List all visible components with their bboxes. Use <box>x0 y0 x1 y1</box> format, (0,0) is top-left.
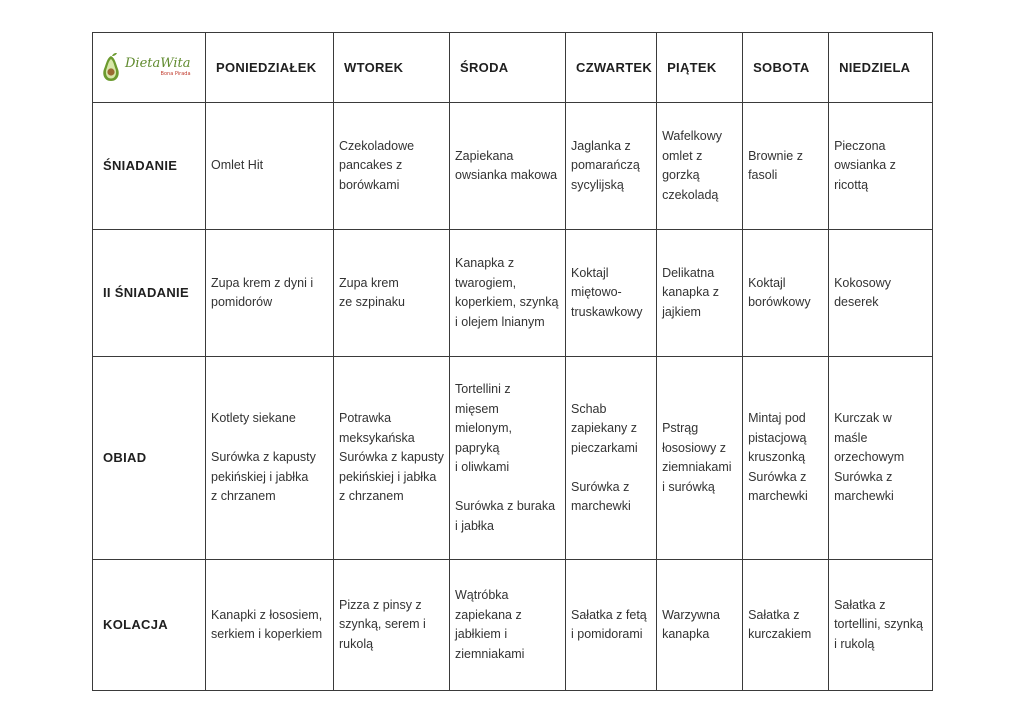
dish-line: Potrawka <box>339 411 392 426</box>
dish-line: Sałatka z <box>748 607 800 622</box>
meal-cell <box>657 230 743 357</box>
dish-line: pieczarkami <box>571 440 638 455</box>
dish-line: Tortellini z <box>455 382 511 396</box>
dish-line: marchewki <box>834 489 894 504</box>
dish-line: rukolą <box>339 636 374 651</box>
dish-line: Surówka z <box>834 469 893 484</box>
blank-line <box>571 458 652 478</box>
dish-line: Koktajl <box>571 265 609 280</box>
dish-line: i olejem lnianym <box>455 314 545 329</box>
dish-line: pancakes z <box>339 158 403 173</box>
meal-label: II ŚNIADANIE <box>93 230 206 357</box>
dish-line: Zupa krem z dyni i <box>211 275 314 290</box>
meal-cell <box>450 560 566 691</box>
meal-cell <box>334 357 450 560</box>
dish-line: miętowo- <box>571 285 622 300</box>
meal-cell <box>657 103 743 230</box>
dish-line: koperkiem, szynką <box>455 295 559 309</box>
dish-line: kanapka <box>662 627 710 641</box>
dish-line: Pizza z pinsy z <box>339 597 422 612</box>
meal-cell <box>829 103 933 230</box>
meal-cell <box>566 103 657 230</box>
dish-line: Kurczak w <box>834 411 892 426</box>
dish-line: Koktajl <box>748 275 786 290</box>
logo-name: DietaWita <box>125 56 191 71</box>
dish-line: ziemniakami <box>662 460 732 474</box>
dish-line: pistacjową <box>748 430 807 445</box>
logo-subtitle: Bona Pirada <box>160 71 191 77</box>
day-tuesday: WTOREK <box>334 33 450 103</box>
dish-line: i pomidorami <box>571 627 643 641</box>
dish-line: pomarańczą <box>571 158 640 173</box>
meal-cell <box>743 230 829 357</box>
meal-cell <box>657 357 743 560</box>
day-friday: PIĄTEK <box>657 33 743 103</box>
meal-cell <box>206 357 334 560</box>
dish-line: mięsem <box>455 401 499 416</box>
meal-cell <box>206 230 334 357</box>
blank-line <box>211 429 329 449</box>
meal-plan-table <box>92 32 933 691</box>
meal-label: OBIAD <box>93 357 206 560</box>
logo-cell <box>93 33 206 103</box>
day-thursday: CZWARTEK <box>566 33 657 103</box>
dish-line: Kanapka z <box>455 256 515 270</box>
meal-label: ŚNIADANIE <box>93 103 206 230</box>
dish-line: sycylijską <box>571 177 624 192</box>
dish-line: z chrzanem <box>211 489 276 504</box>
meal-row-lunch <box>93 357 933 560</box>
meal-cell <box>829 357 933 560</box>
dish-line: papryką <box>455 440 500 455</box>
meal-cell <box>566 230 657 357</box>
dish-line: Schab <box>571 401 607 416</box>
meal-cell <box>657 560 743 691</box>
dish-line: kurczakiem <box>748 627 812 641</box>
dish-line: Surówka z <box>748 469 807 484</box>
dish-line: Surówka z kapusty <box>339 450 444 465</box>
dish-line: i oliwkami <box>455 460 510 474</box>
dish-line: deserek <box>834 295 879 309</box>
dish-line: Wafelkowy <box>662 129 723 143</box>
dish-line: Kotlety siekane <box>211 411 296 426</box>
dish-line: zapiekany z <box>571 421 638 435</box>
dish-line: marchewki <box>571 499 631 513</box>
meal-label: KOLACJA <box>93 560 206 691</box>
dish-line: i rukolą <box>834 636 875 651</box>
dish-line: Zupa krem <box>339 275 399 290</box>
meal-cell <box>743 103 829 230</box>
dish-line: Sałatka z <box>834 597 886 612</box>
meal-cell <box>829 560 933 691</box>
meal-cell <box>566 560 657 691</box>
meal-cell <box>334 560 450 691</box>
dish-line: Mintaj pod <box>748 411 806 426</box>
dish-line: i surówką <box>662 479 715 494</box>
dish-line: Surówka z buraka <box>455 499 556 513</box>
day-wednesday: ŚRODA <box>450 33 566 103</box>
dish-line: Czekoladowe <box>339 138 415 153</box>
meal-cell <box>829 230 933 357</box>
dish-line: ricottą <box>834 177 869 192</box>
blank-line <box>455 478 561 498</box>
day-saturday: SOBOTA <box>743 33 829 103</box>
dish-line: pekińskiej i jabłka <box>339 469 437 484</box>
meal-cell <box>206 103 334 230</box>
meal-cell <box>450 357 566 560</box>
dish-line: z chrzanem <box>339 489 404 504</box>
dish-line: orzechowym <box>834 450 905 465</box>
meal-row-dinner <box>93 560 933 691</box>
day-monday: PONIEDZIAŁEK <box>206 33 334 103</box>
dish-line: truskawkowy <box>571 304 643 319</box>
day-sunday: NIEDZIELA <box>829 33 933 103</box>
dish-line: marchewki <box>748 489 808 504</box>
dish-line: Wątróbka <box>455 588 509 602</box>
meal-cell <box>334 103 450 230</box>
dish-line: owsianka makowa <box>455 168 558 182</box>
avocado-icon <box>100 52 122 84</box>
dish-line: Pstrąg <box>662 421 699 435</box>
dish-line: zapiekana z <box>455 607 522 622</box>
dish-line: Brownie z <box>748 148 803 163</box>
dish-line: owsianka z <box>834 158 896 173</box>
dish-line: borówkami <box>339 177 400 192</box>
dish-line: Kanapki z łososiem, <box>211 607 323 622</box>
dish-line: tortellini, szynką <box>834 617 923 632</box>
meal-cell <box>566 357 657 560</box>
dish-line: Pieczona <box>834 138 886 153</box>
dish-line: maśle <box>834 430 868 445</box>
dish-line: ziemniakami <box>455 646 525 661</box>
dish-line: pomidorów <box>211 295 273 309</box>
dish-line: Zapiekana <box>455 148 514 163</box>
meal-cell <box>334 230 450 357</box>
dish-line: Kokosowy <box>834 275 892 290</box>
meal-cell <box>450 230 566 357</box>
dish-line: jajkiem <box>662 304 701 319</box>
meal-cell <box>743 560 829 691</box>
dish-line: Surówka z <box>571 479 630 494</box>
dish-line: Sałatka z fetą <box>571 607 647 622</box>
dish-line: Warzywna <box>662 607 720 622</box>
dish-line: Omlet Hit <box>211 158 264 173</box>
meal-row-breakfast <box>93 103 933 230</box>
header-row <box>93 33 933 103</box>
dish-line: ze szpinaku <box>339 295 406 309</box>
dish-line: szynką, serem i <box>339 617 426 632</box>
dish-line: meksykańska <box>339 430 415 445</box>
dish-line: Delikatna <box>662 265 715 280</box>
meal-cell <box>206 560 334 691</box>
dish-line: serkiem i koperkiem <box>211 627 323 641</box>
dish-line: omlet z <box>662 148 703 163</box>
dish-line: fasoli <box>748 168 778 182</box>
meal-row-second-breakfast <box>93 230 933 357</box>
dish-line: twarogiem, <box>455 275 517 290</box>
dish-line: Jaglanka z <box>571 138 631 153</box>
meal-cell <box>450 103 566 230</box>
meal-cell <box>743 357 829 560</box>
logo <box>98 52 201 84</box>
dish-line: kruszonką <box>748 450 806 465</box>
dish-line: kanapka z <box>662 285 720 300</box>
dish-line: mielonym, <box>455 421 512 435</box>
dish-line: Surówka z kapusty <box>211 450 316 465</box>
dish-line: jabłkiem i <box>455 627 508 641</box>
dish-line: i jabłka <box>455 518 494 533</box>
dish-line: gorzką <box>662 168 700 182</box>
dish-line: pekińskiej i jabłka <box>211 469 309 484</box>
dish-line: czekoladą <box>662 187 719 202</box>
dish-line: borówkowy <box>748 295 811 309</box>
dish-line: łososiowy z <box>662 440 726 455</box>
